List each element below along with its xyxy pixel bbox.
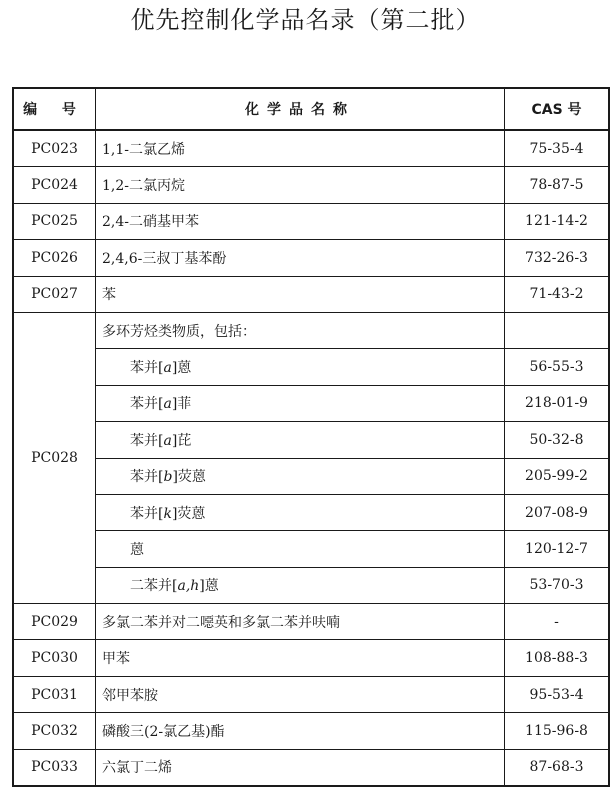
table-row [13, 604, 609, 640]
row-id: PC024 [13, 167, 96, 203]
subrow-cas: 207-08-9 [505, 494, 610, 530]
table-row [13, 167, 609, 203]
position-letter: k [163, 505, 172, 522]
row-id: PC023 [13, 130, 96, 167]
row-id: PC028 [13, 312, 96, 603]
table-subrow [13, 385, 609, 421]
row-name: 苯 [96, 276, 505, 312]
position-letter: b [163, 469, 173, 486]
row-id: PC025 [13, 203, 96, 239]
table-subrow [13, 531, 609, 567]
table-row [13, 749, 609, 786]
row-id: PC031 [13, 676, 96, 712]
position-letter: a [163, 432, 172, 449]
position-letter: a [163, 396, 172, 413]
table-header-row [13, 88, 609, 130]
table-body [13, 130, 609, 786]
subrow-name: 苯并[b]荧蒽 [96, 458, 505, 494]
table-row [13, 640, 609, 676]
row-cas: - [505, 604, 610, 640]
row-cas: 87-68-3 [505, 749, 610, 786]
subrow-cas: 120-12-7 [505, 531, 610, 567]
table-subrow [13, 458, 609, 494]
subrow-cas: 50-32-8 [505, 422, 610, 458]
table-row [13, 240, 609, 276]
row-name: 2,4,6-三叔丁基苯酚 [96, 240, 505, 276]
row-id: PC030 [13, 640, 96, 676]
subrow-name: 蒽 [96, 531, 505, 567]
page-title: 优先控制化学品名录（第二批） [130, 6, 481, 34]
row-cas: 108-88-3 [505, 640, 610, 676]
row-id: PC026 [13, 240, 96, 276]
table-row [13, 203, 609, 239]
table-subrow [13, 349, 609, 385]
row-id: PC029 [13, 604, 96, 640]
subrow-cas: 205-99-2 [505, 458, 610, 494]
position-letter: a,h [177, 578, 200, 595]
subrow-cas: 56-55-3 [505, 349, 610, 385]
row-cas: 71-43-2 [505, 276, 610, 312]
table-row [13, 676, 609, 712]
table-row [13, 276, 609, 312]
header-cas: CAS 号 [505, 88, 610, 130]
row-name: 多氯二苯并对二噁英和多氯二苯并呋喃 [96, 604, 505, 640]
subrow-name: 苯并[a]蒽 [96, 349, 505, 385]
chemical-list-table [12, 87, 610, 787]
row-id: PC027 [13, 276, 96, 312]
subrow-cas: 218-01-9 [505, 385, 610, 421]
row-cas: 75-35-4 [505, 130, 610, 167]
row-id: PC032 [13, 713, 96, 749]
row-name: 多环芳烃类物质，包括： [96, 312, 505, 348]
subrow-name: 苯并[a]芘 [96, 422, 505, 458]
table-subrow [13, 422, 609, 458]
row-name: 1,2-二氯丙烷 [96, 167, 505, 203]
table-row-group [13, 312, 609, 348]
subrow-cas: 53-70-3 [505, 567, 610, 603]
header-id: 编 号 [13, 88, 96, 130]
table-subrow [13, 494, 609, 530]
position-letter: a [163, 360, 172, 377]
subrow-name: 二苯并[a,h]蒽 [96, 567, 505, 603]
row-id: PC033 [13, 749, 96, 786]
row-name: 六氯丁二烯 [96, 749, 505, 786]
table-row [13, 713, 609, 749]
row-cas: 78-87-5 [505, 167, 610, 203]
table-row [13, 130, 609, 167]
row-cas [505, 312, 610, 348]
row-name: 2,4-二硝基甲苯 [96, 203, 505, 239]
header-name: 化学品名称 [96, 88, 505, 130]
subrow-name: 苯并[k]荧蒽 [96, 494, 505, 530]
row-cas: 95-53-4 [505, 676, 610, 712]
row-cas: 115-96-8 [505, 713, 610, 749]
row-name: 邻甲苯胺 [96, 676, 505, 712]
row-name: 1,1-二氯乙烯 [96, 130, 505, 167]
row-name: 甲苯 [96, 640, 505, 676]
row-name: 磷酸三(2-氯乙基)酯 [96, 713, 505, 749]
row-cas: 732-26-3 [505, 240, 610, 276]
row-cas: 121-14-2 [505, 203, 610, 239]
subrow-name: 苯并[a]菲 [96, 385, 505, 421]
table-subrow [13, 567, 609, 603]
